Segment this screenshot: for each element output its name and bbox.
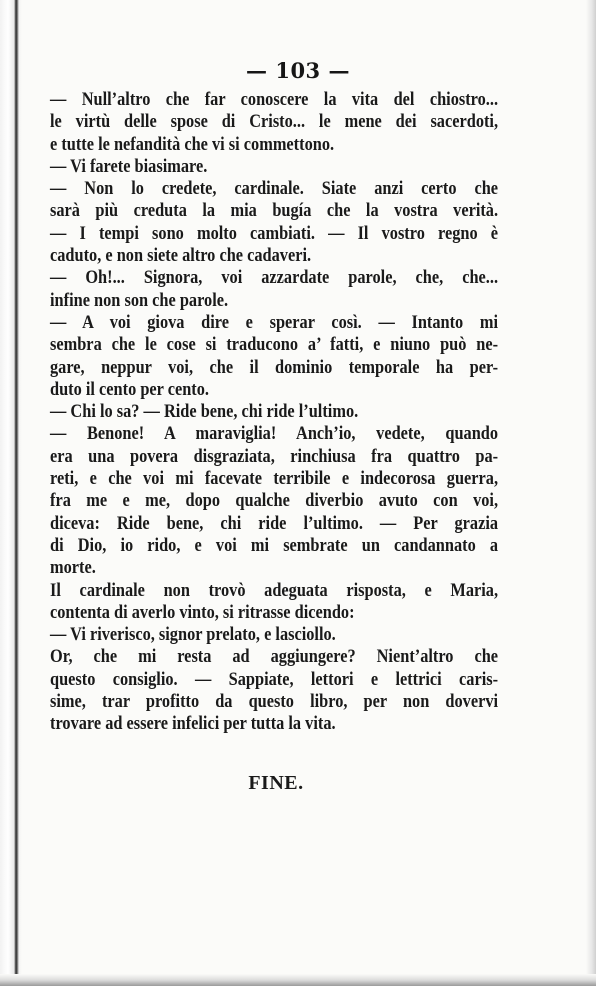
text-line: — A voi giova dire e sperar così. — Intanto mi bbox=[50, 311, 499, 333]
text-line: contenta di averlo vinto, si ritrasse dicendo: bbox=[50, 601, 355, 623]
text-line: e tutte le nefandità che vi si commettono. bbox=[50, 133, 335, 155]
text-line: fra me e me, dopo qualche diverbio avuto con voi, bbox=[50, 490, 499, 512]
text-line: le virtù delle spose di Cristo... le mene dei sacerdoti, bbox=[50, 111, 499, 133]
text-line: — I tempi sono molto cambiati. — Il vostro regno è bbox=[50, 222, 499, 244]
text-line: — Vi riverisco, signor prelato, e lasciollo. bbox=[50, 624, 336, 646]
text-line: gare, neppur voi, che il dominio temporale ha per- bbox=[50, 356, 499, 378]
page-number: — 103 — bbox=[246, 58, 350, 83]
text-line: questo consiglio. — Sappiate, lettori e lettrici caris- bbox=[50, 668, 499, 690]
text-line: diceva: Ride bene, chi ride l’ultimo. — Per grazia bbox=[50, 512, 499, 534]
page-binding-edge bbox=[0, 0, 22, 986]
text-line: — Chi lo sa? — Ride bene, chi ride l’ultimo. bbox=[50, 401, 359, 423]
text-line: — Non lo credete, cardinale. Siate anzi certo che bbox=[50, 178, 499, 200]
text-line: — Vi farete biasimare. bbox=[50, 155, 208, 177]
text-line: — Oh!... Signora, voi azzardate parole, che, che... bbox=[50, 267, 499, 289]
text-line: sarà più creduta la mia bugía che la vostra verità. bbox=[50, 200, 499, 222]
text-line: sime, trar profitto da questo libro, per non dovervi bbox=[50, 691, 499, 713]
text-line: era una povera disgraziata, rinchiusa fra quattro pa- bbox=[50, 445, 499, 467]
text-line: reti, e che voi mi facevate terribile e indecorosa guerra, bbox=[50, 468, 499, 490]
text-line: — Benone! A maraviglia! Anch’io, vedete, quando bbox=[50, 423, 499, 445]
text-line: trovare ad essere infelici per tutta la vita. bbox=[50, 713, 336, 735]
text-line: di Dio, io rido, e voi mi sembrate un candannato a bbox=[50, 534, 499, 556]
text-line: duto il cento per cento. bbox=[50, 378, 210, 400]
text-line: morte. bbox=[50, 557, 96, 579]
text-line: Il cardinale non trovò adeguata risposta, e Maria, bbox=[50, 579, 499, 601]
page-bottom-edge bbox=[0, 974, 596, 986]
text-line: infine non son che parole. bbox=[50, 289, 229, 311]
text-line: — Null’altro che far conoscere la vita del chiostro... bbox=[50, 89, 499, 110]
body-text bbox=[50, 89, 498, 736]
page-right-edge bbox=[586, 0, 596, 986]
text-line: caduto, e non siete altro che cadaveri. bbox=[50, 245, 312, 267]
end-marker: FINE. bbox=[248, 772, 304, 794]
text-line: sembra che le cose si traducono a’ fatti, e niuno può ne- bbox=[50, 334, 499, 356]
text-line: Or, che mi resta ad aggiungere? Nient’altro che bbox=[50, 646, 499, 668]
